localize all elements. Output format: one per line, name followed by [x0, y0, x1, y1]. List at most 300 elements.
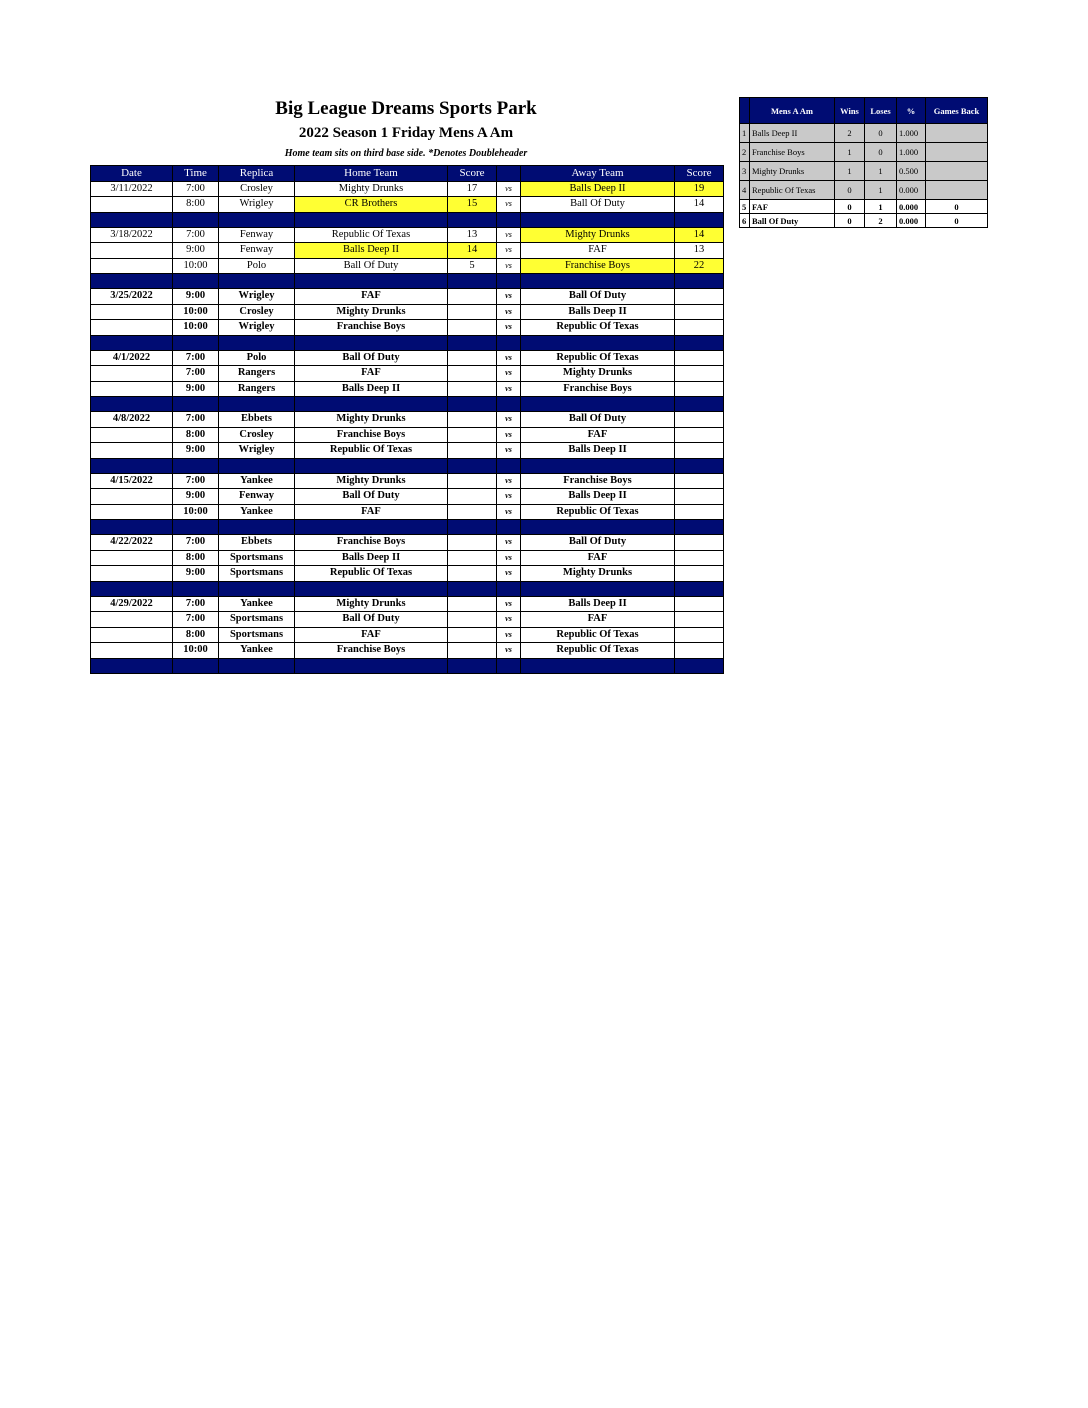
vs-label: vs [497, 627, 521, 643]
away-team: Mighty Drunks [521, 227, 675, 243]
vs-label: vs [497, 473, 521, 489]
away-team: FAF [521, 612, 675, 628]
away-score [675, 596, 724, 612]
vs-label: vs [497, 412, 521, 428]
game-date [91, 258, 173, 274]
home-team: Balls Deep II [295, 550, 448, 566]
game-date: 4/22/2022 [91, 535, 173, 551]
home-team: Republic Of Texas [295, 443, 448, 459]
vs-label: vs [497, 289, 521, 305]
standings-pct: 0.000 [897, 214, 926, 228]
game-field: Fenway [219, 227, 295, 243]
game-time: 9:00 [173, 381, 219, 397]
game-date [91, 443, 173, 459]
standings-col-division: Mens A Am [750, 98, 835, 124]
vs-label: vs [497, 427, 521, 443]
game-date [91, 243, 173, 259]
game-time: 7:00 [173, 612, 219, 628]
game-time: 7:00 [173, 535, 219, 551]
game-field: Yankee [219, 643, 295, 659]
home-team: Mighty Drunks [295, 596, 448, 612]
separator-cell [497, 335, 521, 350]
away-team: Republic Of Texas [521, 320, 675, 336]
home-score [448, 643, 497, 659]
standings-games-back [926, 162, 988, 181]
game-time: 10:00 [173, 320, 219, 336]
away-score [675, 627, 724, 643]
game-row [91, 504, 724, 520]
home-score [448, 627, 497, 643]
vs-label: vs [497, 550, 521, 566]
game-time: 7:00 [173, 412, 219, 428]
away-team: Ball Of Duty [521, 197, 675, 213]
standings-col-rank [740, 98, 750, 124]
separator-cell [448, 274, 497, 289]
game-time: 7:00 [173, 596, 219, 612]
standings-rank: 5 [740, 200, 750, 214]
game-field: Wrigley [219, 320, 295, 336]
separator-cell [173, 458, 219, 473]
week-separator-row [91, 397, 724, 412]
away-team: Balls Deep II [521, 443, 675, 459]
away-team: Franchise Boys [521, 381, 675, 397]
vs-label: vs [497, 366, 521, 382]
home-score [448, 381, 497, 397]
separator-cell [448, 458, 497, 473]
separator-cell [675, 581, 724, 596]
game-row [91, 566, 724, 582]
game-time: 10:00 [173, 258, 219, 274]
game-date [91, 612, 173, 628]
game-row [91, 227, 724, 243]
away-score [675, 504, 724, 520]
standings-games-back [926, 124, 988, 143]
game-row [91, 412, 724, 428]
home-score: 5 [448, 258, 497, 274]
game-field: Polo [219, 350, 295, 366]
home-team: Ball Of Duty [295, 350, 448, 366]
game-row [91, 350, 724, 366]
separator-cell [497, 581, 521, 596]
away-score [675, 535, 724, 551]
game-date [91, 427, 173, 443]
week-separator-row [91, 458, 724, 473]
home-score [448, 443, 497, 459]
away-score: 13 [675, 243, 724, 259]
home-team: Mighty Drunks [295, 304, 448, 320]
vs-label: vs [497, 320, 521, 336]
home-team: Ball Of Duty [295, 489, 448, 505]
standings-loses: 1 [865, 162, 897, 181]
game-time: 10:00 [173, 304, 219, 320]
home-team: Ball Of Duty [295, 258, 448, 274]
away-score: 22 [675, 258, 724, 274]
game-row [91, 289, 724, 305]
standings-col-pct: % [897, 98, 926, 124]
game-row [91, 550, 724, 566]
separator-cell [91, 658, 173, 673]
separator-cell [675, 520, 724, 535]
game-row [91, 535, 724, 551]
away-score [675, 566, 724, 582]
home-score: 14 [448, 243, 497, 259]
game-field: Sportsmans [219, 612, 295, 628]
game-time: 8:00 [173, 197, 219, 213]
home-team: Ball Of Duty [295, 612, 448, 628]
col-header-vs [497, 166, 521, 182]
away-score [675, 612, 724, 628]
standings-col-wins: Wins [835, 98, 865, 124]
game-time: 7:00 [173, 350, 219, 366]
away-team: Republic Of Texas [521, 350, 675, 366]
away-team: FAF [521, 427, 675, 443]
standings-rank: 3 [740, 162, 750, 181]
game-field: Rangers [219, 381, 295, 397]
separator-cell [521, 274, 675, 289]
game-date [91, 627, 173, 643]
home-team: Republic Of Texas [295, 566, 448, 582]
game-time: 7:00 [173, 181, 219, 197]
standings-games-back: 0 [926, 200, 988, 214]
standings-loses: 1 [865, 181, 897, 200]
game-date: 4/15/2022 [91, 473, 173, 489]
game-row [91, 612, 724, 628]
game-date: 4/1/2022 [91, 350, 173, 366]
game-date [91, 197, 173, 213]
away-score: 19 [675, 181, 724, 197]
away-team: Ball Of Duty [521, 535, 675, 551]
game-time: 9:00 [173, 443, 219, 459]
game-field: Crosley [219, 181, 295, 197]
vs-label: vs [497, 612, 521, 628]
game-date: 4/29/2022 [91, 596, 173, 612]
game-field: Yankee [219, 504, 295, 520]
standings-team: FAF [750, 200, 835, 214]
separator-cell [448, 397, 497, 412]
separator-cell [91, 520, 173, 535]
away-score [675, 443, 724, 459]
separator-cell [675, 397, 724, 412]
separator-cell [448, 658, 497, 673]
week-separator-row [91, 581, 724, 596]
separator-cell [91, 458, 173, 473]
separator-cell [295, 458, 448, 473]
home-score [448, 535, 497, 551]
game-row [91, 427, 724, 443]
week-separator-row [91, 658, 724, 673]
standings-pct: 1.000 [897, 124, 926, 143]
away-score: 14 [675, 227, 724, 243]
separator-cell [173, 658, 219, 673]
separator-cell [521, 520, 675, 535]
separator-cell [295, 397, 448, 412]
standings-team: Franchise Boys [750, 143, 835, 162]
away-score [675, 289, 724, 305]
vs-label: vs [497, 227, 521, 243]
away-score [675, 381, 724, 397]
separator-cell [295, 212, 448, 227]
vs-label: vs [497, 566, 521, 582]
separator-cell [295, 581, 448, 596]
separator-cell [91, 397, 173, 412]
standings-team: Republic Of Texas [750, 181, 835, 200]
game-field: Sportsmans [219, 627, 295, 643]
standings-row [740, 214, 988, 228]
game-date: 3/18/2022 [91, 227, 173, 243]
separator-cell [91, 581, 173, 596]
separator-cell [295, 520, 448, 535]
home-team: Franchise Boys [295, 535, 448, 551]
standings-wins: 0 [835, 181, 865, 200]
standings-pct: 0.000 [897, 200, 926, 214]
standings-team: Ball Of Duty [750, 214, 835, 228]
vs-label: vs [497, 381, 521, 397]
game-field: Sportsmans [219, 566, 295, 582]
schedule-table [90, 165, 724, 674]
standings-rank: 6 [740, 214, 750, 228]
home-team: Balls Deep II [295, 381, 448, 397]
game-date [91, 381, 173, 397]
standings-pct: 0.000 [897, 181, 926, 200]
game-field: Wrigley [219, 289, 295, 305]
vs-label: vs [497, 181, 521, 197]
game-field: Wrigley [219, 197, 295, 213]
col-header-time: Time [173, 166, 219, 182]
home-team: FAF [295, 289, 448, 305]
separator-cell [219, 658, 295, 673]
game-field: Ebbets [219, 412, 295, 428]
game-field: Crosley [219, 304, 295, 320]
game-field: Sportsmans [219, 550, 295, 566]
standings-pct: 0.500 [897, 162, 926, 181]
standings-loses: 2 [865, 214, 897, 228]
game-row [91, 243, 724, 259]
separator-cell [448, 335, 497, 350]
game-field: Ebbets [219, 535, 295, 551]
standings-row [740, 124, 988, 143]
vs-label: vs [497, 350, 521, 366]
home-score [448, 320, 497, 336]
game-date: 3/11/2022 [91, 181, 173, 197]
away-team: Balls Deep II [521, 596, 675, 612]
away-team: Franchise Boys [521, 473, 675, 489]
game-date [91, 504, 173, 520]
game-row [91, 320, 724, 336]
game-row [91, 443, 724, 459]
game-date: 4/8/2022 [91, 412, 173, 428]
standings-wins: 1 [835, 143, 865, 162]
week-separator-row [91, 335, 724, 350]
vs-label: vs [497, 489, 521, 505]
game-field: Wrigley [219, 443, 295, 459]
separator-cell [91, 274, 173, 289]
home-score: 13 [448, 227, 497, 243]
away-team: Mighty Drunks [521, 366, 675, 382]
away-team: FAF [521, 243, 675, 259]
season-subtitle: 2022 Season 1 Friday Mens A Am [298, 125, 514, 141]
standings-wins: 0 [835, 214, 865, 228]
separator-cell [91, 212, 173, 227]
game-row [91, 181, 724, 197]
home-team: Mighty Drunks [295, 181, 448, 197]
game-row [91, 596, 724, 612]
home-score [448, 489, 497, 505]
separator-cell [675, 658, 724, 673]
separator-cell [173, 520, 219, 535]
game-time: 10:00 [173, 643, 219, 659]
away-score: 14 [675, 197, 724, 213]
separator-cell [173, 335, 219, 350]
vs-label: vs [497, 596, 521, 612]
standings-body [740, 124, 988, 228]
away-team: Franchise Boys [521, 258, 675, 274]
separator-cell [295, 335, 448, 350]
away-score [675, 473, 724, 489]
standings-games-back [926, 143, 988, 162]
standings-row [740, 200, 988, 214]
vs-label: vs [497, 443, 521, 459]
separator-cell [219, 335, 295, 350]
separator-cell [497, 212, 521, 227]
separator-cell [173, 397, 219, 412]
away-team: Republic Of Texas [521, 643, 675, 659]
separator-cell [219, 520, 295, 535]
separator-cell [219, 581, 295, 596]
separator-cell [497, 397, 521, 412]
game-row [91, 489, 724, 505]
away-score [675, 412, 724, 428]
standings-row [740, 181, 988, 200]
game-row [91, 304, 724, 320]
col-header-away-score: Score [675, 166, 724, 182]
game-time: 8:00 [173, 427, 219, 443]
separator-cell [173, 581, 219, 596]
separator-cell [295, 274, 448, 289]
home-team: FAF [295, 504, 448, 520]
standings-pct: 1.000 [897, 143, 926, 162]
separator-cell [521, 581, 675, 596]
home-score [448, 289, 497, 305]
home-score [448, 550, 497, 566]
game-date [91, 366, 173, 382]
home-team: CR Brothers [295, 197, 448, 213]
separator-cell [521, 212, 675, 227]
col-header-home-team: Home Team [295, 166, 448, 182]
away-score [675, 320, 724, 336]
home-score: 17 [448, 181, 497, 197]
vs-label: vs [497, 243, 521, 259]
game-field: Fenway [219, 489, 295, 505]
separator-cell [173, 212, 219, 227]
game-date [91, 320, 173, 336]
standings-loses: 1 [865, 200, 897, 214]
standings-rank: 2 [740, 143, 750, 162]
game-time: 8:00 [173, 550, 219, 566]
game-date [91, 566, 173, 582]
separator-cell [219, 212, 295, 227]
home-score [448, 612, 497, 628]
game-row [91, 197, 724, 213]
game-field: Polo [219, 258, 295, 274]
schedule-body [91, 181, 724, 673]
away-team: Ball Of Duty [521, 412, 675, 428]
standings-row [740, 162, 988, 181]
separator-cell [497, 520, 521, 535]
away-score [675, 643, 724, 659]
home-score [448, 596, 497, 612]
schedule-note: Home team sits on third base side. *Denotes Doubleheader [284, 148, 528, 159]
separator-cell [173, 274, 219, 289]
game-field: Rangers [219, 366, 295, 382]
separator-cell [521, 335, 675, 350]
standings-table [739, 97, 988, 228]
away-team: Balls Deep II [521, 304, 675, 320]
vs-label: vs [497, 643, 521, 659]
separator-cell [521, 658, 675, 673]
game-time: 8:00 [173, 627, 219, 643]
away-score [675, 366, 724, 382]
home-team: FAF [295, 627, 448, 643]
separator-cell [497, 658, 521, 673]
away-score [675, 304, 724, 320]
separator-cell [219, 397, 295, 412]
home-team: Franchise Boys [295, 643, 448, 659]
away-team: Republic Of Texas [521, 504, 675, 520]
standings-team: Mighty Drunks [750, 162, 835, 181]
standings-wins: 1 [835, 162, 865, 181]
home-team: Republic Of Texas [295, 227, 448, 243]
col-header-replica: Replica [219, 166, 295, 182]
vs-label: vs [497, 258, 521, 274]
game-row [91, 381, 724, 397]
away-team: Republic Of Texas [521, 627, 675, 643]
separator-cell [448, 520, 497, 535]
week-separator-row [91, 520, 724, 535]
separator-cell [448, 581, 497, 596]
separator-cell [497, 274, 521, 289]
vs-label: vs [497, 197, 521, 213]
vs-label: vs [497, 535, 521, 551]
separator-cell [91, 335, 173, 350]
page-title: Big League Dreams Sports Park [275, 98, 537, 119]
home-score [448, 304, 497, 320]
game-time: 7:00 [173, 473, 219, 489]
standings-header-row [740, 98, 988, 124]
game-field: Yankee [219, 596, 295, 612]
game-date: 3/25/2022 [91, 289, 173, 305]
game-field: Fenway [219, 243, 295, 259]
standings-loses: 0 [865, 124, 897, 143]
standings-games-back [926, 181, 988, 200]
game-time: 10:00 [173, 504, 219, 520]
separator-cell [219, 458, 295, 473]
separator-cell [675, 212, 724, 227]
game-time: 9:00 [173, 243, 219, 259]
separator-cell [219, 274, 295, 289]
schedule-header-row [91, 166, 724, 182]
standings-row [740, 143, 988, 162]
away-team: Ball Of Duty [521, 289, 675, 305]
game-time: 7:00 [173, 366, 219, 382]
separator-cell [675, 458, 724, 473]
col-header-home-score: Score [448, 166, 497, 182]
col-header-date: Date [91, 166, 173, 182]
game-time: 7:00 [173, 227, 219, 243]
standings-col-loses: Loses [865, 98, 897, 124]
home-score [448, 427, 497, 443]
away-score [675, 489, 724, 505]
standings-loses: 0 [865, 143, 897, 162]
